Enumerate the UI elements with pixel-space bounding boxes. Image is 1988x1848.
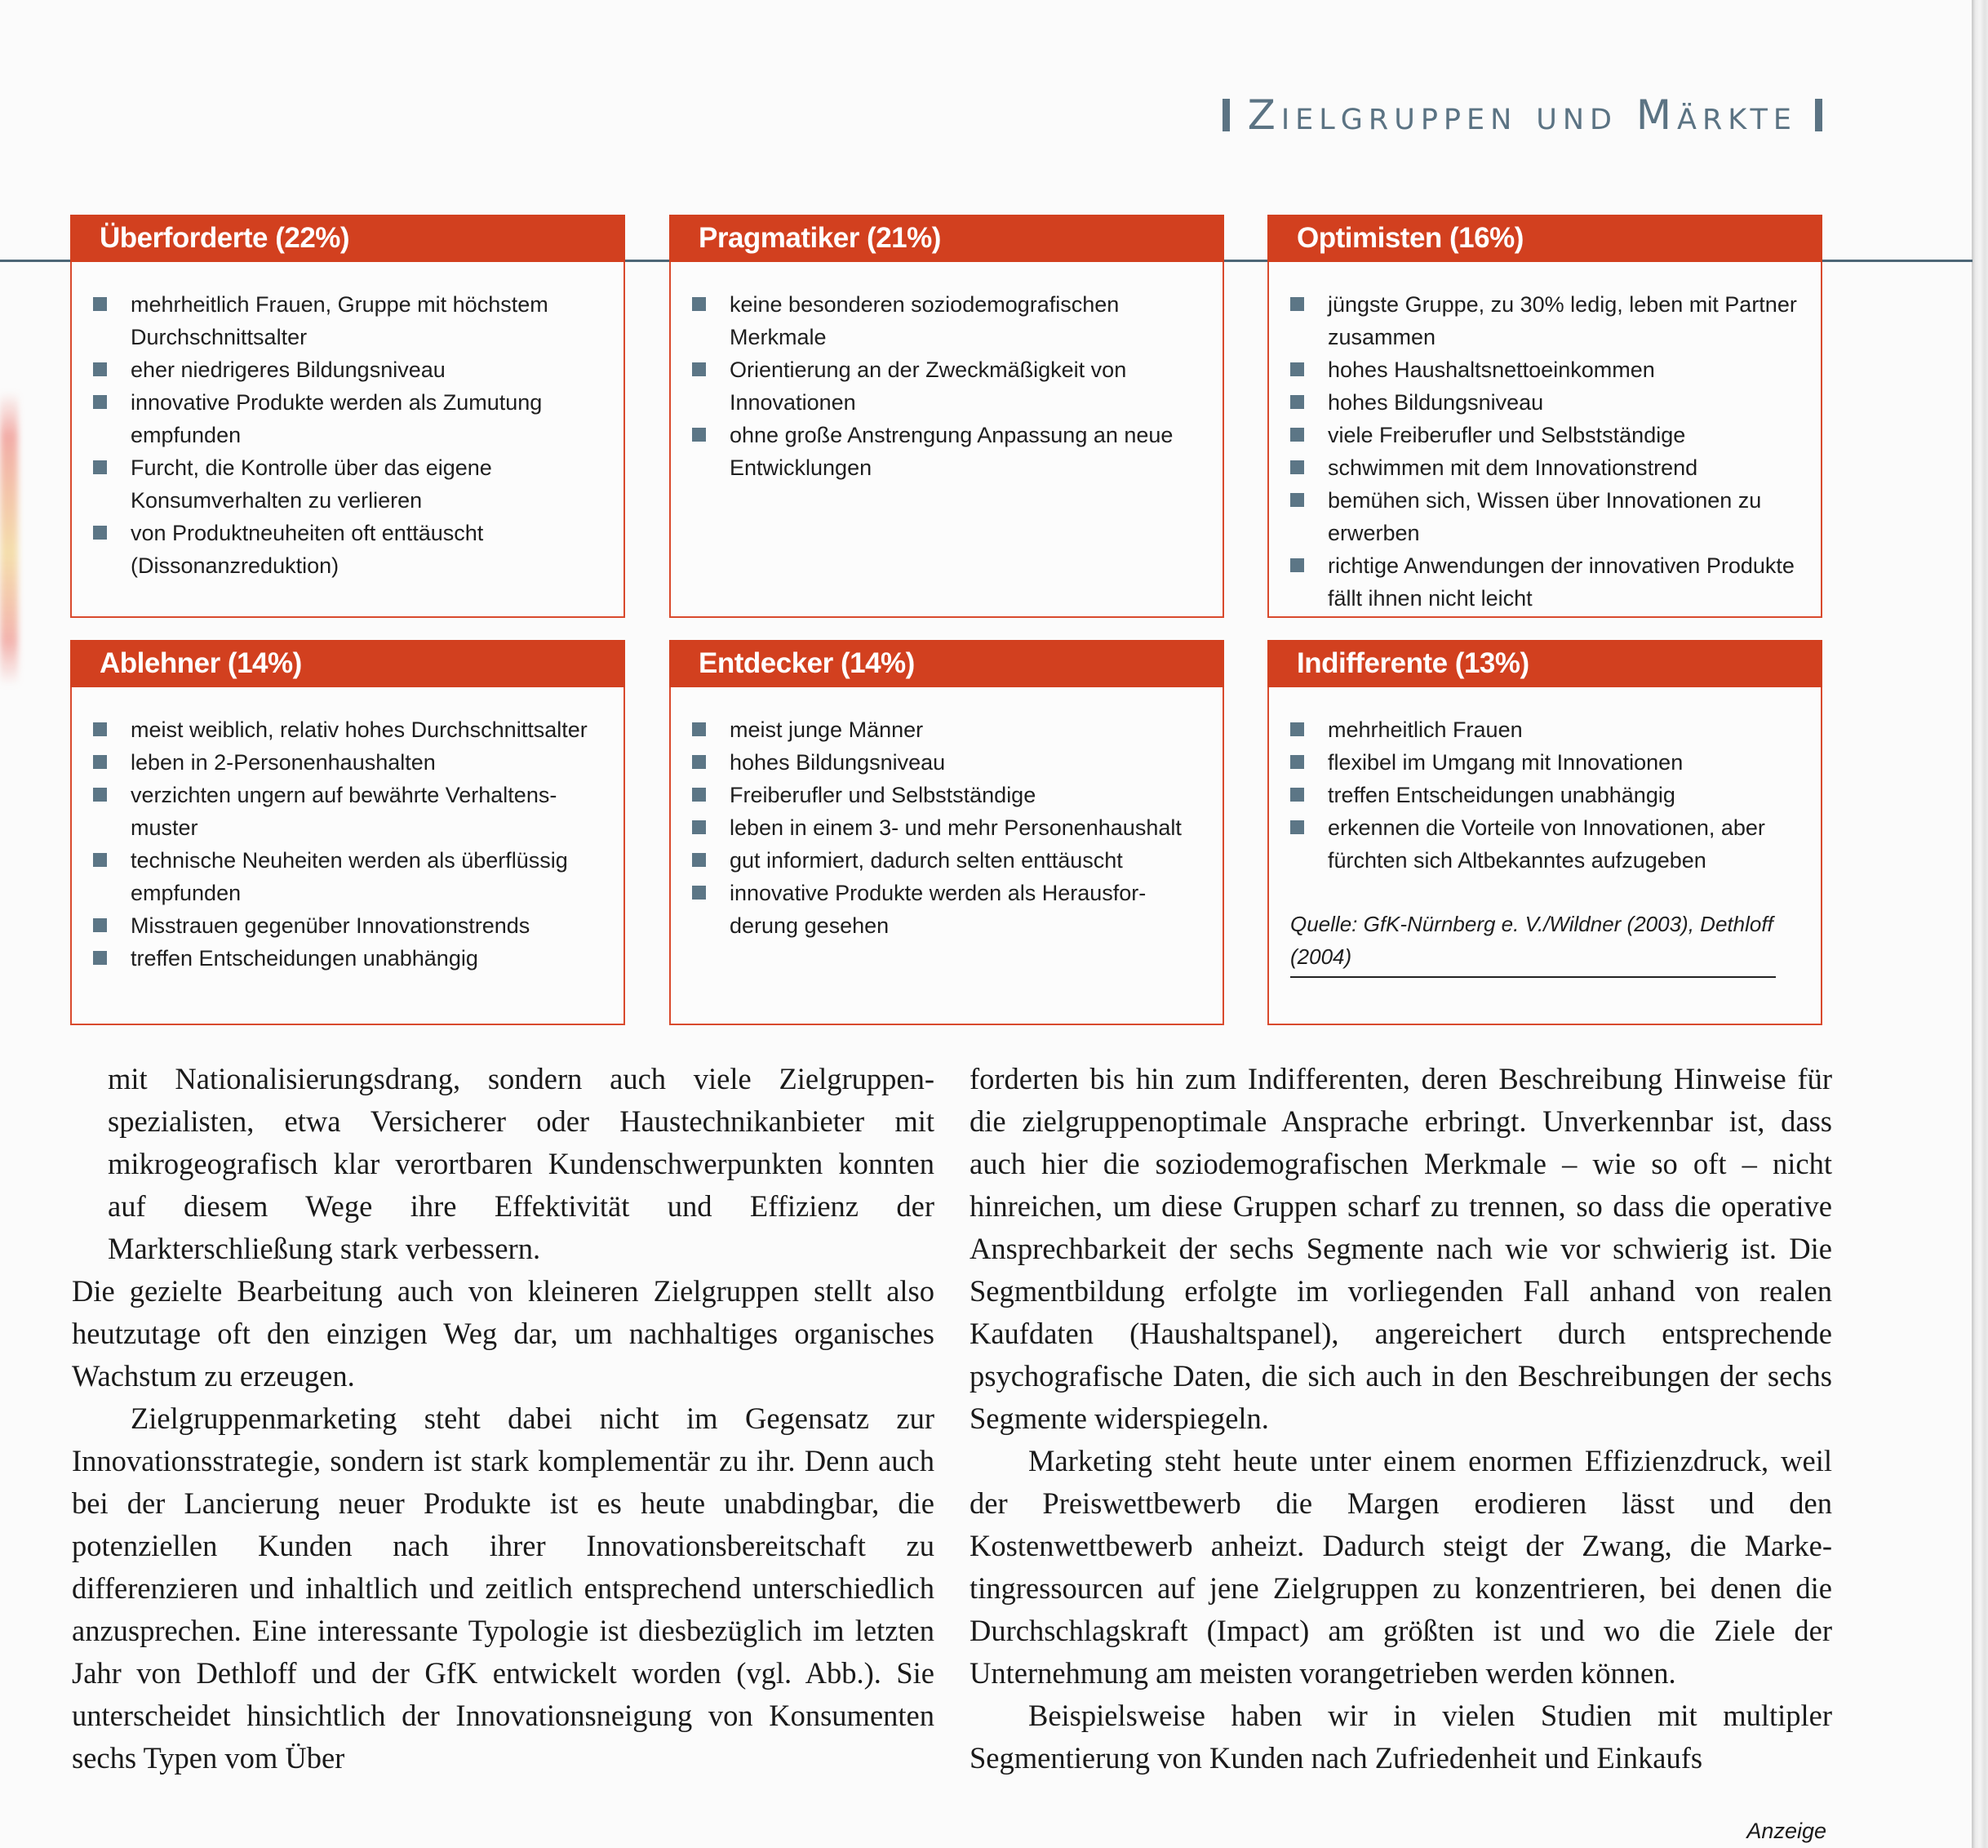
list-item: [93, 942, 601, 975]
list-item: [1290, 779, 1798, 811]
list-item-text: mehrheitlich Frauen, Gruppe mit höchstem Durchschnittsalter: [131, 292, 548, 349]
segment-list: [1269, 687, 1821, 877]
list-item: [93, 713, 601, 746]
segment-list: [671, 262, 1223, 484]
segment-box-ablehner: [70, 640, 625, 1025]
body-column-right: [970, 1058, 1832, 1779]
list-item-text: hohes Bildungsniveau: [730, 750, 946, 775]
square-bullet-icon: [1290, 428, 1304, 442]
list-item-text: meist weiblich, relativ hohes Durchschnittsalter: [131, 717, 588, 742]
section-title-text: Zielgruppen und Märkte: [1247, 91, 1797, 139]
list-item: [93, 746, 601, 779]
list-item-text: Orientierung an der Zweckmäßigkeit von Innovationen: [730, 358, 1127, 415]
square-bullet-icon: [93, 722, 107, 736]
segment-list: [1269, 262, 1821, 615]
list-item: [93, 909, 601, 942]
paragraph: mit Nationalisierungsdrang, sondern auch viele Zielgruppenspezialisten, etwa Versicherer oder Haustechnikanbieter mit mikrogeografisch klar verortbaren Kundenschwerpunkten konnten auf diesem Wege ihre Effektivität und Effizienz der Markterschließung stark verbessern.: [108, 1062, 934, 1265]
square-bullet-icon: [692, 886, 706, 900]
section-title: [1223, 91, 1822, 139]
segment-box-ueberforderte: [70, 215, 625, 618]
title-bar-right: [1815, 99, 1822, 131]
square-bullet-icon: [1290, 788, 1304, 802]
square-bullet-icon: [1290, 558, 1304, 572]
list-item-text: innovative Produkte werden als Zumutung empfunden: [131, 390, 543, 447]
square-bullet-icon: [93, 951, 107, 965]
list-item-text: richtige Anwendungen der innovativen Produkte fällt ihnen nicht leicht: [1328, 553, 1795, 611]
segment-list: [72, 687, 623, 975]
square-bullet-icon: [93, 297, 107, 311]
paragraph: Die gezielte Bearbeitung auch von kleineren Zielgruppen stellt also heutzutage oft den einzigen Weg dar, um nachhaltiges organisches Wachstum zu erzeugen.: [72, 1274, 934, 1393]
segment-title: Überforderte (22%): [70, 215, 625, 262]
list-item-text: eher niedrigeres Bildungsniveau: [131, 358, 446, 382]
segment-box-pragmatiker: [669, 215, 1224, 618]
square-bullet-icon: [692, 853, 706, 867]
list-item: [93, 517, 601, 582]
segment-title: Indifferente (13%): [1267, 640, 1822, 687]
square-bullet-icon: [1290, 820, 1304, 834]
square-bullet-icon: [692, 722, 706, 736]
list-item: [1290, 386, 1798, 419]
list-item: [1290, 713, 1798, 746]
list-item-text: innovative Produkte werden als Herausforderung gesehen: [730, 881, 1147, 938]
segment-title: Entdecker (14%): [669, 640, 1224, 687]
list-item-text: keine besonderen soziodemografischen Merkmale: [730, 292, 1120, 349]
list-item-text: gut informiert, dadurch selten enttäuscht: [730, 848, 1123, 873]
list-item-text: Freiberufler und Selbstständige: [730, 783, 1036, 807]
square-bullet-icon: [1290, 362, 1304, 376]
list-item-text: von Produktneuheiten oft enttäuscht (Dissonanzreduktion): [131, 521, 484, 578]
list-item: [692, 746, 1200, 779]
square-bullet-icon: [1290, 755, 1304, 769]
list-item-text: treffen Entscheidungen unabhängig: [1328, 783, 1675, 807]
list-item-text: schwimmen mit dem Innovationstrend: [1328, 455, 1698, 480]
list-item-text: flexibel im Umgang mit Innovationen: [1328, 750, 1684, 775]
square-bullet-icon: [93, 460, 107, 474]
list-item: [692, 419, 1200, 484]
paragraph: Beispielsweise haben wir in vielen Studien mit multipler Segmentierung von Kunden nach Zufriedenheit und Einkaufs: [970, 1699, 1832, 1775]
square-bullet-icon: [1290, 722, 1304, 736]
square-bullet-icon: [692, 820, 706, 834]
square-bullet-icon: [1290, 460, 1304, 474]
segment-list: [72, 262, 623, 582]
square-bullet-icon: [692, 297, 706, 311]
list-item: [1290, 811, 1798, 877]
list-item-text: hohes Bildungsniveau: [1328, 390, 1544, 415]
list-item-text: ohne große Anstrengung Anpassung an neue Entwicklungen: [730, 423, 1174, 480]
list-item-text: viele Freiberufler und Selbstständige: [1328, 423, 1686, 447]
list-item: [1290, 549, 1798, 615]
list-item: [1290, 484, 1798, 549]
segment-list: [671, 687, 1223, 942]
list-item-text: technische Neuheiten werden als überflüssig empfunden: [131, 848, 568, 905]
segment-box-optimisten: [1267, 215, 1822, 618]
segment-title: Optimisten (16%): [1267, 215, 1822, 262]
page-edge: [1972, 0, 1988, 1848]
list-item: [1290, 419, 1798, 451]
list-item: [692, 844, 1200, 877]
list-item-text: mehrheitlich Frauen: [1328, 717, 1523, 742]
segment-title: Ablehner (14%): [70, 640, 625, 687]
list-item-text: leben in 2-Personenhaushalten: [131, 750, 436, 775]
square-bullet-icon: [93, 788, 107, 802]
list-item: [1290, 451, 1798, 484]
list-item: [93, 779, 601, 844]
list-item-text: treffen Entscheidungen unabhängig: [131, 946, 478, 971]
paragraph: forderten bis hin zum Indifferenten, deren Beschreibung Hinweise für die zielgruppenoptimale Ansprache erbringt. Unverkennbar ist, dass auch hier die soziodemografischen Merkmale – wie so oft – nicht hinreichen, um diese Gruppen scharf zu trennen, so dass die operative Ansprechbarkeit der sechs Segmente nach wie vor schwierig ist. Die Segmentbildung erfolgte im vorliegenden Fall anhand von realen Kaufdaten (Haushaltspanel), angereichert durch entsprechende psychografische Daten, die sich auch in den Beschreibungen der sechs Segmente widerspiegeln.: [970, 1062, 1832, 1435]
square-bullet-icon: [93, 362, 107, 376]
list-item: [1290, 288, 1798, 353]
list-item: [692, 811, 1200, 844]
segment-title: Pragmatiker (21%): [669, 215, 1224, 262]
list-item: [1290, 746, 1798, 779]
square-bullet-icon: [692, 755, 706, 769]
list-item-text: erkennen die Vorteile von Innovationen, aber fürchten sich Altbekanntes aufzugeben: [1328, 815, 1765, 873]
paragraph: Marketing steht heute unter einem enormen Effizienzdruck, weil der Preiswettbewerb die Margen erodieren lässt und den Kostenwettbewerb anheizt. Dadurch steigt der Zwang, die Marketingressourcen auf jene Zielgruppen zu konzentrieren, bei denen die Durchschlagskraft (Impact) am größten ist und wo die Ziele der Unternehmung am meisten vorangetrieben werden können.: [970, 1444, 1832, 1690]
list-item-text: Misstrauen gegenüber Innovationstrends: [131, 913, 530, 938]
body-column-left: [72, 1058, 934, 1779]
square-bullet-icon: [1290, 395, 1304, 409]
list-item-text: verzichten ungern auf bewährte Verhaltensmuster: [131, 783, 557, 840]
list-item-text: hohes Haushaltsnettoeinkommen: [1328, 358, 1655, 382]
list-item-text: bemühen sich, Wissen über Innovationen zu erwerben: [1328, 488, 1762, 545]
list-item: [692, 713, 1200, 746]
segment-box-indifferente: [1267, 640, 1822, 1025]
square-bullet-icon: [692, 428, 706, 442]
list-item: [1290, 353, 1798, 386]
square-bullet-icon: [692, 362, 706, 376]
list-item-text: leben in einem 3- und mehr Personenhaushalt: [730, 815, 1182, 840]
square-bullet-icon: [1290, 493, 1304, 507]
square-bullet-icon: [93, 395, 107, 409]
square-bullet-icon: [692, 788, 706, 802]
source-citation: Quelle: GfK-Nürnberg e. V./Wildner (2003), Dethloff (2004): [1290, 908, 1776, 978]
paragraph: Zielgruppenmarketing steht dabei nicht im Gegensatz zur Innovationsstrategie, sondern ist stark komplementär zu ihr. Denn auch bei der Lancierung neuer Produkte ist es heute unabdingbar, die potenziellen Kunden nach ihrer Innovationsbereitschaft zu differenzieren und inhaltlich und zeitlich entsprechend unterschiedlich anzusprechen. Eine interessante Typologie ist diesbezüglich im letzten Jahr von Dethloff und der GfK entwickelt worden (vgl. Abb.). Sie unterscheidet hinsichtlich der Innovationsneigung von Konsumenten sechs Typen vom Über: [72, 1402, 934, 1775]
list-item: [93, 844, 601, 909]
square-bullet-icon: [93, 853, 107, 867]
list-item-text: jüngste Gruppe, zu 30% ledig, leben mit Partner zusammen: [1328, 292, 1797, 349]
list-item-text: meist junge Männer: [730, 717, 924, 742]
scan-artifact: [0, 392, 18, 686]
list-item: [692, 877, 1200, 942]
list-item: [692, 288, 1200, 353]
square-bullet-icon: [1290, 297, 1304, 311]
segment-box-entdecker: [669, 640, 1224, 1025]
list-item-text: Furcht, die Kontrolle über das eigene Konsumverhalten zu verlieren: [131, 455, 492, 513]
advertisement-label: Anzeige: [1746, 1819, 1826, 1843]
list-item: [93, 288, 601, 353]
list-item: [93, 451, 601, 517]
list-item: [93, 353, 601, 386]
title-bar-left: [1223, 99, 1230, 131]
square-bullet-icon: [93, 755, 107, 769]
list-item: [692, 353, 1200, 419]
list-item: [93, 386, 601, 451]
square-bullet-icon: [93, 526, 107, 540]
list-item: [692, 779, 1200, 811]
square-bullet-icon: [93, 918, 107, 932]
